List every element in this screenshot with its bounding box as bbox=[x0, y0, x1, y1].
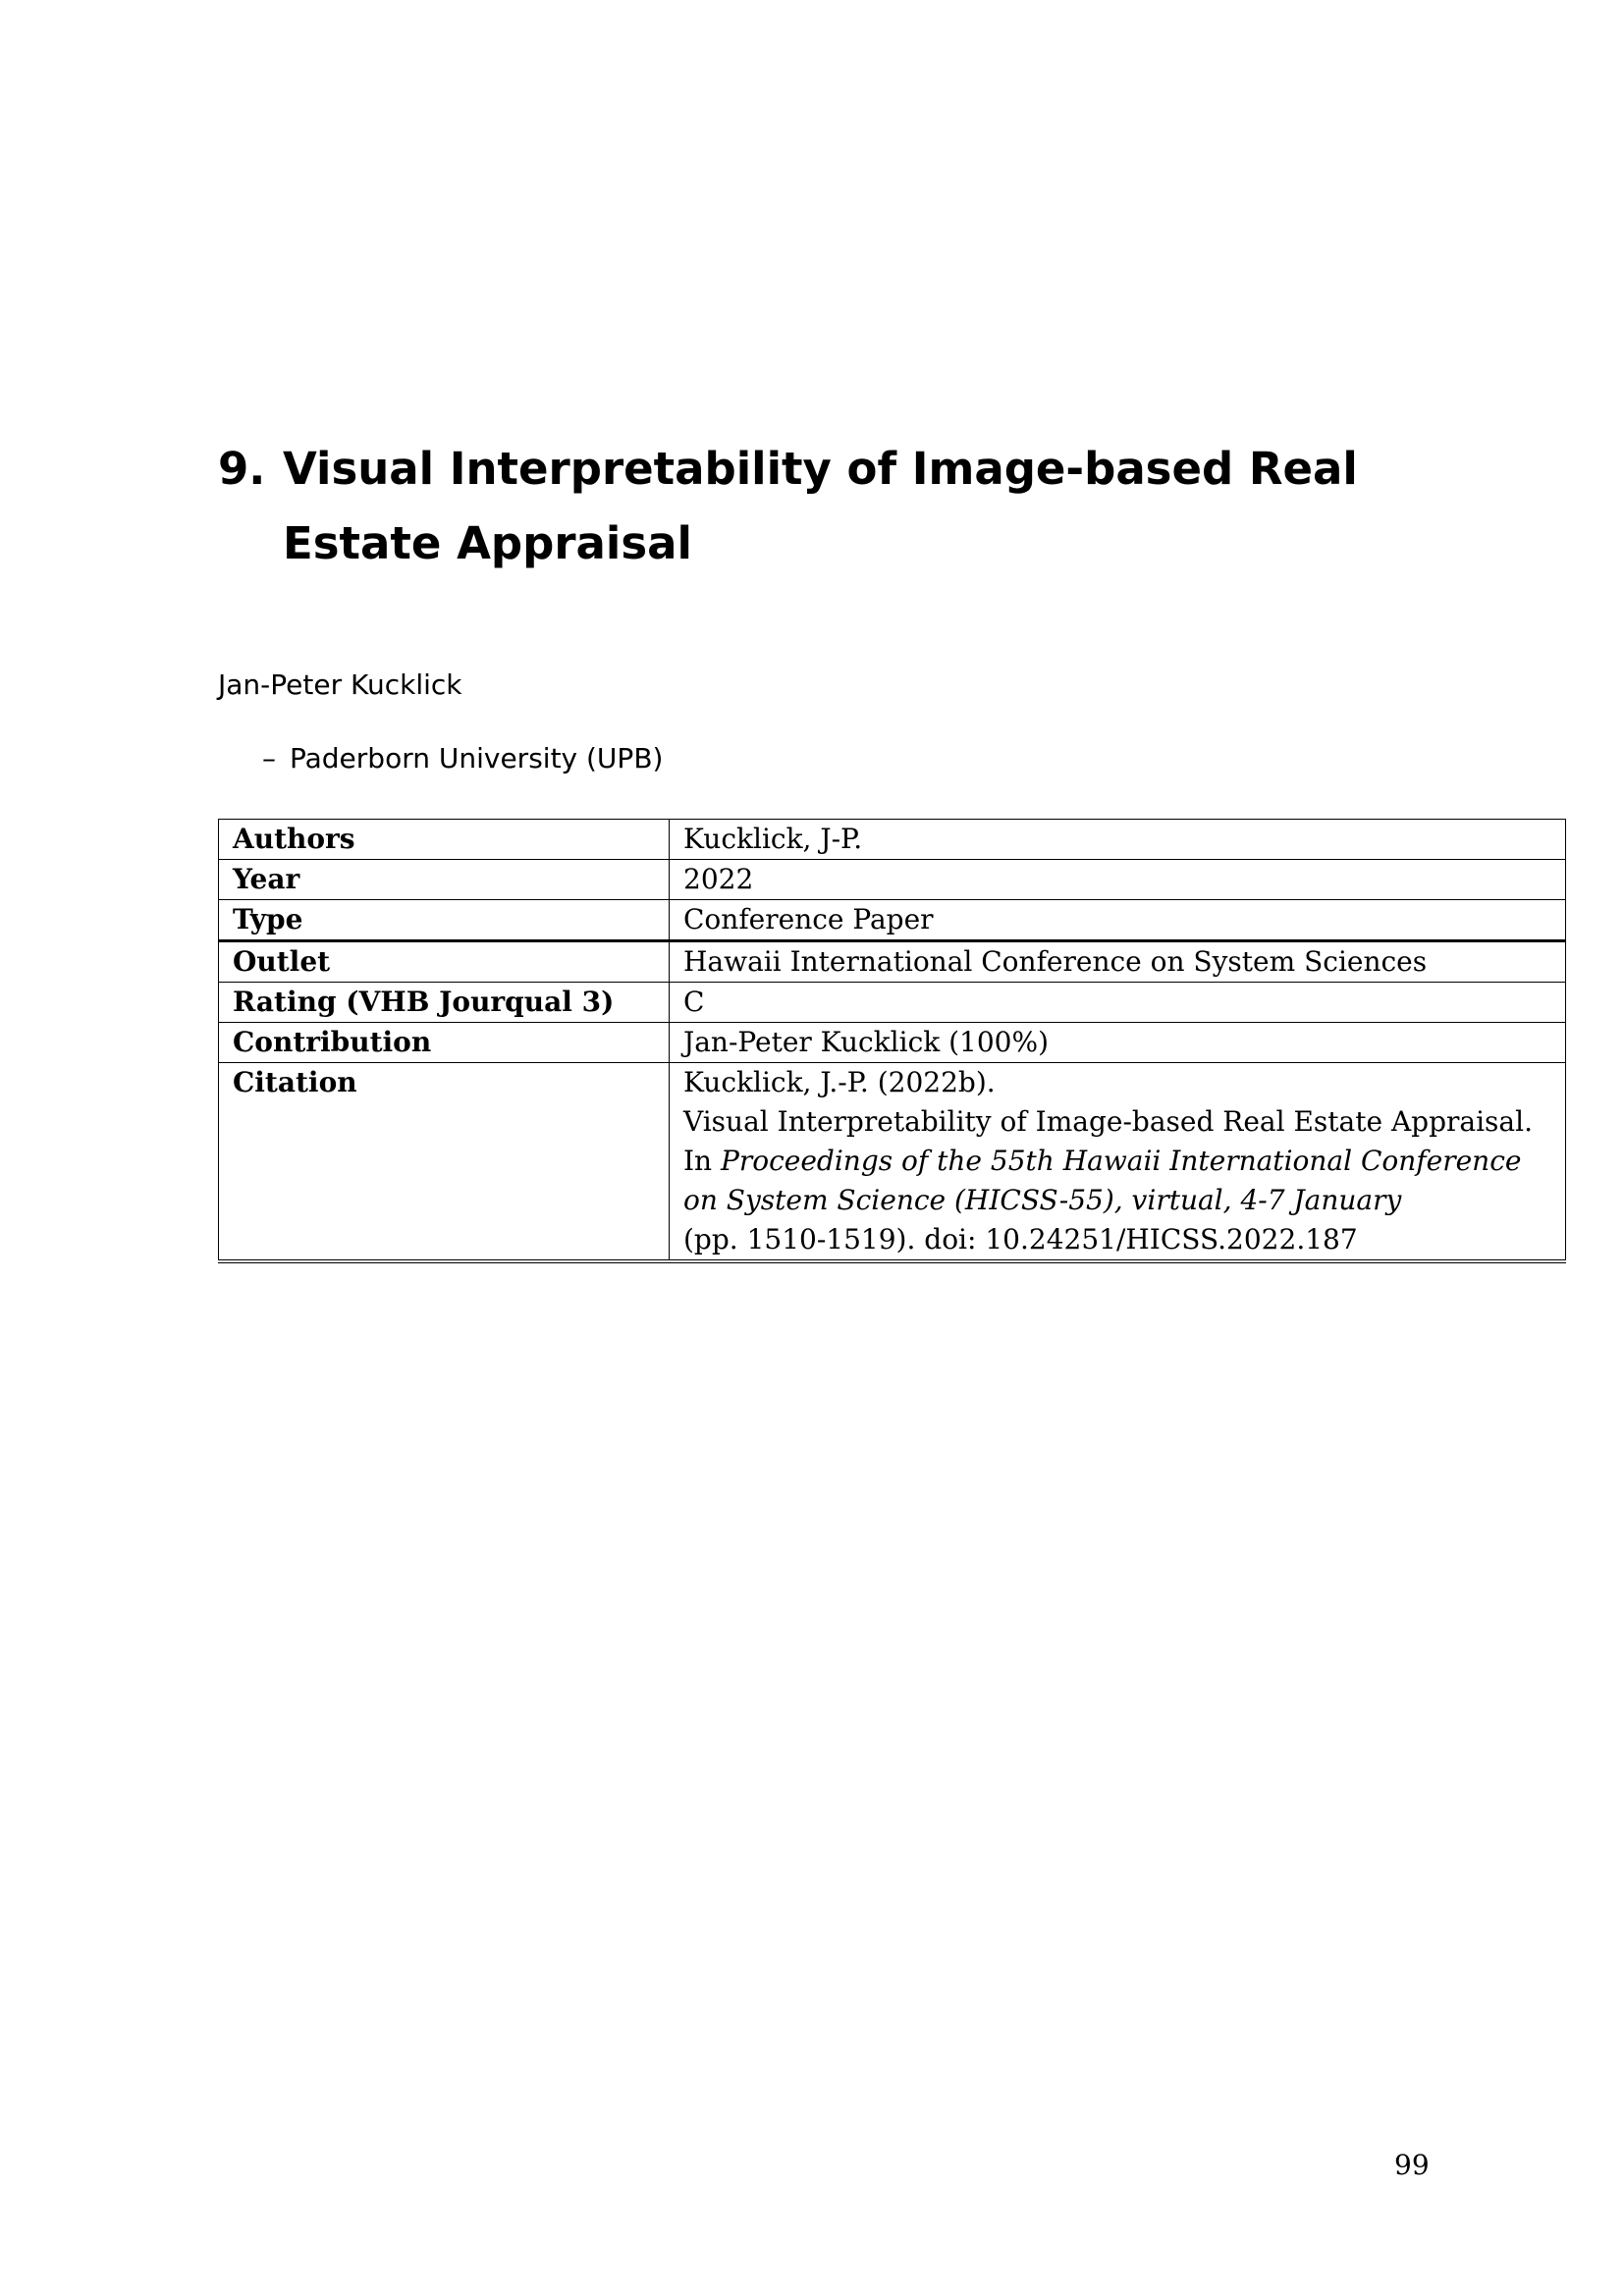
row-value-contribution: Jan-Peter Kucklick (100%) bbox=[670, 1023, 1566, 1063]
citation-line-3 bbox=[683, 1142, 1551, 1181]
affiliation-name: Paderborn University (UPB) bbox=[290, 742, 664, 774]
table-row-citation bbox=[219, 1063, 1566, 1262]
row-value-rating: C bbox=[670, 983, 1566, 1023]
row-label-type: Type bbox=[219, 900, 670, 941]
affiliation-dash: – bbox=[262, 742, 276, 774]
table-row-contribution bbox=[219, 1023, 1566, 1063]
row-label-outlet: Outlet bbox=[219, 941, 670, 983]
chapter-number: 9. bbox=[218, 443, 266, 495]
row-label-rating: Rating (VHB Jourqual 3) bbox=[219, 983, 670, 1023]
page-number: 99 bbox=[1394, 2149, 1430, 2181]
citation-line-1: Kucklick, J.-P. (2022b). bbox=[683, 1066, 996, 1098]
row-value-type: Conference Paper bbox=[670, 900, 1566, 941]
citation-in-prefix: In bbox=[683, 1145, 713, 1177]
row-label-year: Year bbox=[219, 860, 670, 900]
publication-metadata-table bbox=[218, 819, 1566, 1263]
affiliation bbox=[262, 739, 663, 778]
row-label-authors: Authors bbox=[219, 820, 670, 860]
author-name: Jan-Peter Kucklick bbox=[218, 668, 462, 701]
row-value-authors: Kucklick, J-P. bbox=[670, 820, 1566, 860]
citation-proceedings-title-cont: on System Science (HICSS-55), virtual, 4-7 January bbox=[683, 1184, 1402, 1216]
citation-proceedings-title: Proceedings of the 55th Hawaii International Conference bbox=[721, 1145, 1522, 1177]
chapter-title-text: Visual Interpretability of Image-based Real Estate Appraisal bbox=[283, 443, 1358, 569]
row-value-outlet: Hawaii International Conference on System Sciences bbox=[670, 941, 1566, 983]
row-value-year: 2022 bbox=[670, 860, 1566, 900]
row-label-citation: Citation bbox=[219, 1063, 670, 1262]
table-row-outlet bbox=[219, 941, 1566, 983]
table-row-authors bbox=[219, 820, 1566, 860]
table-row-type bbox=[219, 900, 1566, 941]
table-row-year bbox=[219, 860, 1566, 900]
chapter-title bbox=[218, 432, 1396, 581]
citation-line-5: (pp. 1510-1519). doi: 10.24251/HICSS.2022.187 bbox=[683, 1223, 1358, 1255]
table-row-rating bbox=[219, 983, 1566, 1023]
citation-line-2: Visual Interpretability of Image-based Real Estate Appraisal. bbox=[683, 1105, 1533, 1138]
citation-line-4 bbox=[683, 1181, 1551, 1220]
row-value-citation bbox=[670, 1063, 1566, 1262]
row-label-contribution: Contribution bbox=[219, 1023, 670, 1063]
